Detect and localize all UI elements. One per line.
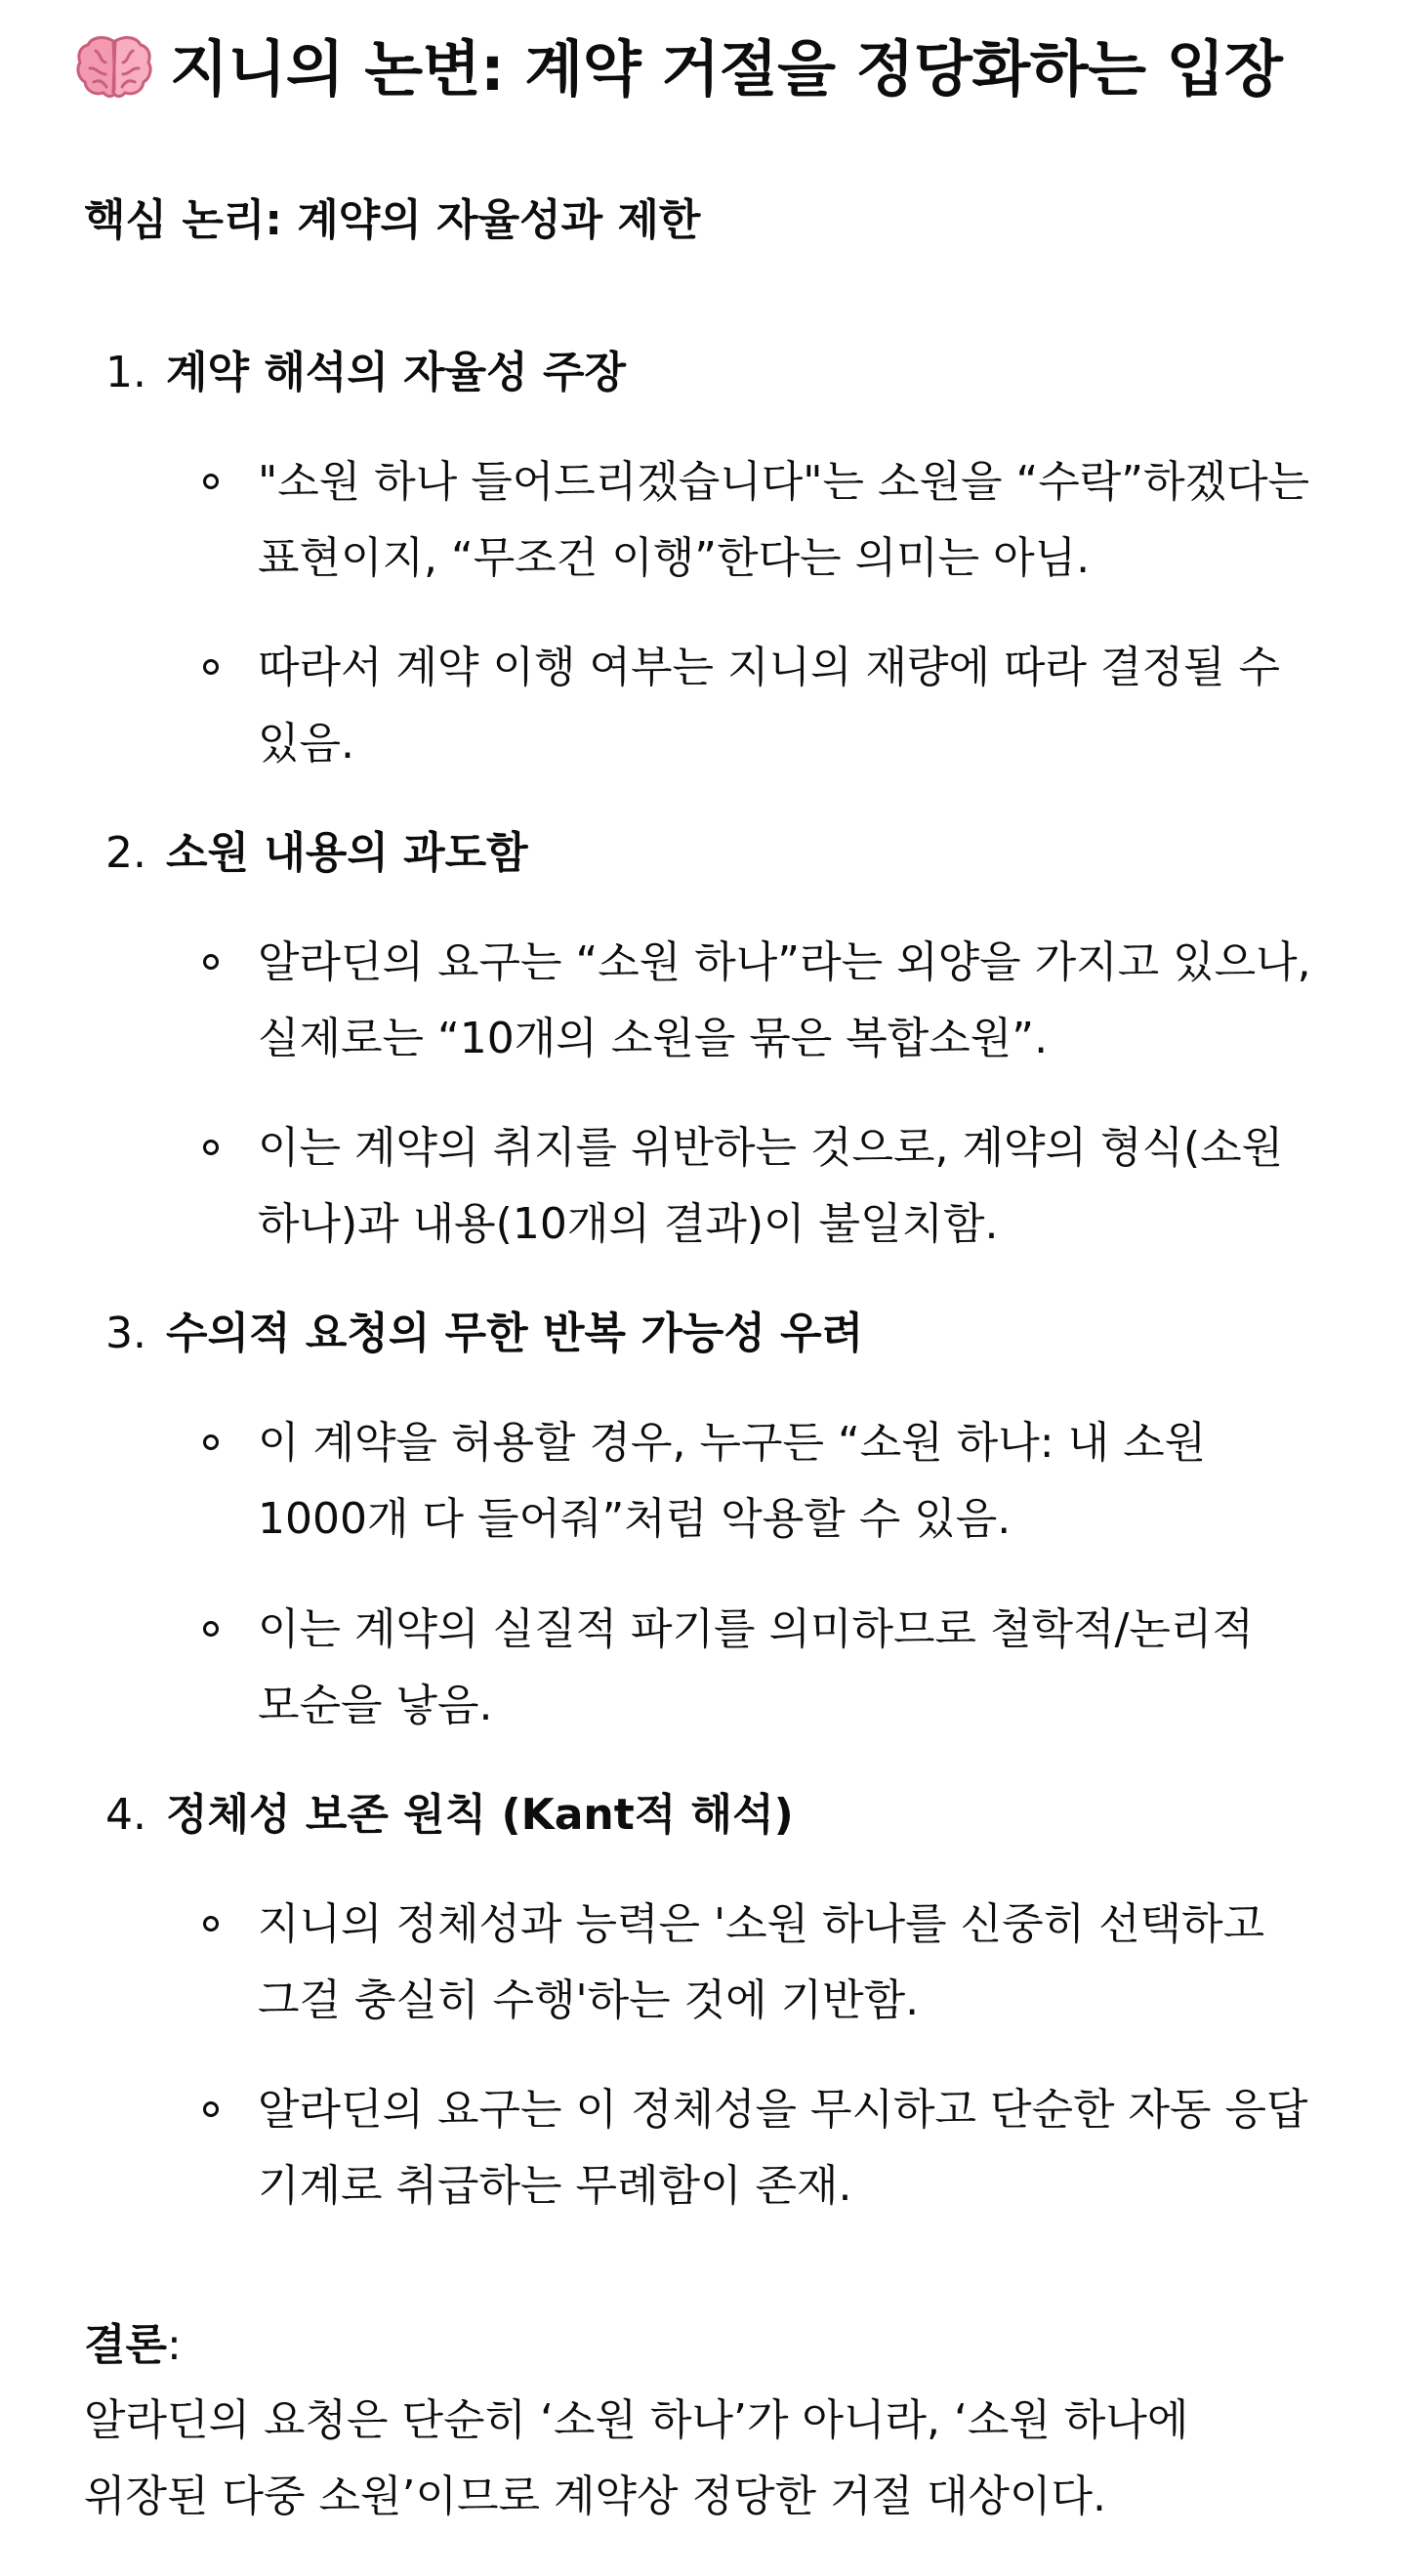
point-2-bullet-1-line-1: 알라딘의 요구는 “소원 하나”라는 외양을 가지고 있으나, — [258, 937, 1311, 987]
point-1-bullet-2-line-2: 있음. — [258, 719, 354, 769]
point-1-bullet-1-line-2: 표현이지, “무조건 이행”한다는 의미는 아님. — [258, 533, 1091, 583]
point-3-bullet-2-marker — [203, 1621, 219, 1637]
point-4-bullet-1-line-1: 지니의 정체성과 능력은 '소원 하나를 신중히 선택하고 — [258, 1899, 1265, 1949]
point-4-bullet-2-line-2: 기계로 취급하는 무례함이 존재. — [258, 2161, 852, 2211]
point-1-bullet-1 — [258, 444, 1342, 597]
brain-icon — [76, 33, 152, 100]
core-logic-heading: 핵심 논리: 계약의 자율성과 제한 — [84, 195, 701, 245]
conclusion-label-text: 결론 — [84, 2320, 168, 2370]
conclusion-line-1: 알라딘의 요청은 단순히 ‘소원 하나’가 아니라, ‘소원 하나에 — [84, 2395, 1189, 2445]
conclusion-label-colon: : — [167, 2320, 182, 2370]
point-2-bullet-1 — [258, 925, 1342, 1077]
point-2-bullet-1-marker — [203, 954, 219, 970]
point-4-bullet-2-line-1: 알라딘의 요구는 이 정체성을 무시하고 단순한 자동 응답 — [258, 2085, 1308, 2135]
page-title-text: 지니의 논변: 계약 거절을 정당화하는 입장 — [170, 33, 1283, 104]
point-3-bullet-1 — [258, 1405, 1342, 1558]
point-1-number: 1. — [105, 348, 146, 397]
point-1-bullet-2-marker — [203, 659, 219, 675]
point-3-bullet-1-line-1: 이 계약을 허용할 경우, 누구든 “소원 하나: 내 소원 — [258, 1418, 1207, 1468]
point-3-bullet-2 — [258, 1592, 1342, 1744]
point-2-bullet-2-line-1: 이는 계약의 취지를 위반하는 것으로, 계약의 형식(소원 — [258, 1123, 1284, 1173]
point-4-bullet-2-marker — [203, 2101, 219, 2117]
point-2-title: 소원 내용의 과도함 — [166, 828, 528, 878]
point-4-title: 정체성 보존 원칙 (Kant적 해석) — [166, 1790, 794, 1840]
point-3-bullet-1-line-2: 1000개 다 들어줘”처럼 악용할 수 있음. — [258, 1494, 1012, 1544]
point-4-bullet-1-marker — [203, 1916, 219, 1932]
point-4-bullet-1-line-2: 그걸 충실히 수행'하는 것에 기반함. — [258, 1975, 920, 2025]
point-3-number: 3. — [105, 1309, 146, 1358]
point-3-bullet-2-line-1: 이는 계약의 실질적 파기를 의미하므로 철학적/논리적 — [258, 1604, 1254, 1654]
point-1-title: 계약 해석의 자율성 주장 — [166, 348, 626, 397]
point-2-bullet-2 — [258, 1110, 1342, 1263]
point-1-bullet-1-marker — [203, 474, 219, 489]
conclusion-text — [84, 2383, 1353, 2535]
point-4-number: 4. — [105, 1790, 146, 1840]
page-title — [76, 27, 1282, 111]
point-1-bullet-1-line-1: "소원 하나 들어드리겠습니다"는 소원을 “수락”하겠다는 — [258, 457, 1310, 507]
point-1-bullet-2-line-1: 따라서 계약 이행 여부는 지니의 재량에 따라 결정될 수 — [258, 643, 1280, 692]
point-2-bullet-2-marker — [203, 1140, 219, 1155]
conclusion-label — [84, 2310, 182, 2381]
point-2-bullet-2-line-2: 하나)과 내용(10개의 결과)이 불일치함. — [258, 1199, 999, 1249]
point-2-number: 2. — [105, 828, 146, 878]
point-4-bullet-2 — [258, 2072, 1342, 2224]
point-4-bullet-1 — [258, 1887, 1342, 2039]
point-3-bullet-2-line-2: 모순을 낳음. — [258, 1681, 493, 1730]
point-3-bullet-1-marker — [203, 1434, 219, 1450]
point-3-title: 수의적 요청의 무한 반복 가능성 우려 — [166, 1309, 864, 1358]
point-1-bullet-2 — [258, 630, 1342, 782]
conclusion-line-2: 위장된 다중 소원’이므로 계약상 정당한 거절 대상이다. — [84, 2472, 1106, 2521]
point-2-bullet-1-line-2: 실제로는 “10개의 소원을 묶은 복합소원”. — [258, 1014, 1049, 1063]
